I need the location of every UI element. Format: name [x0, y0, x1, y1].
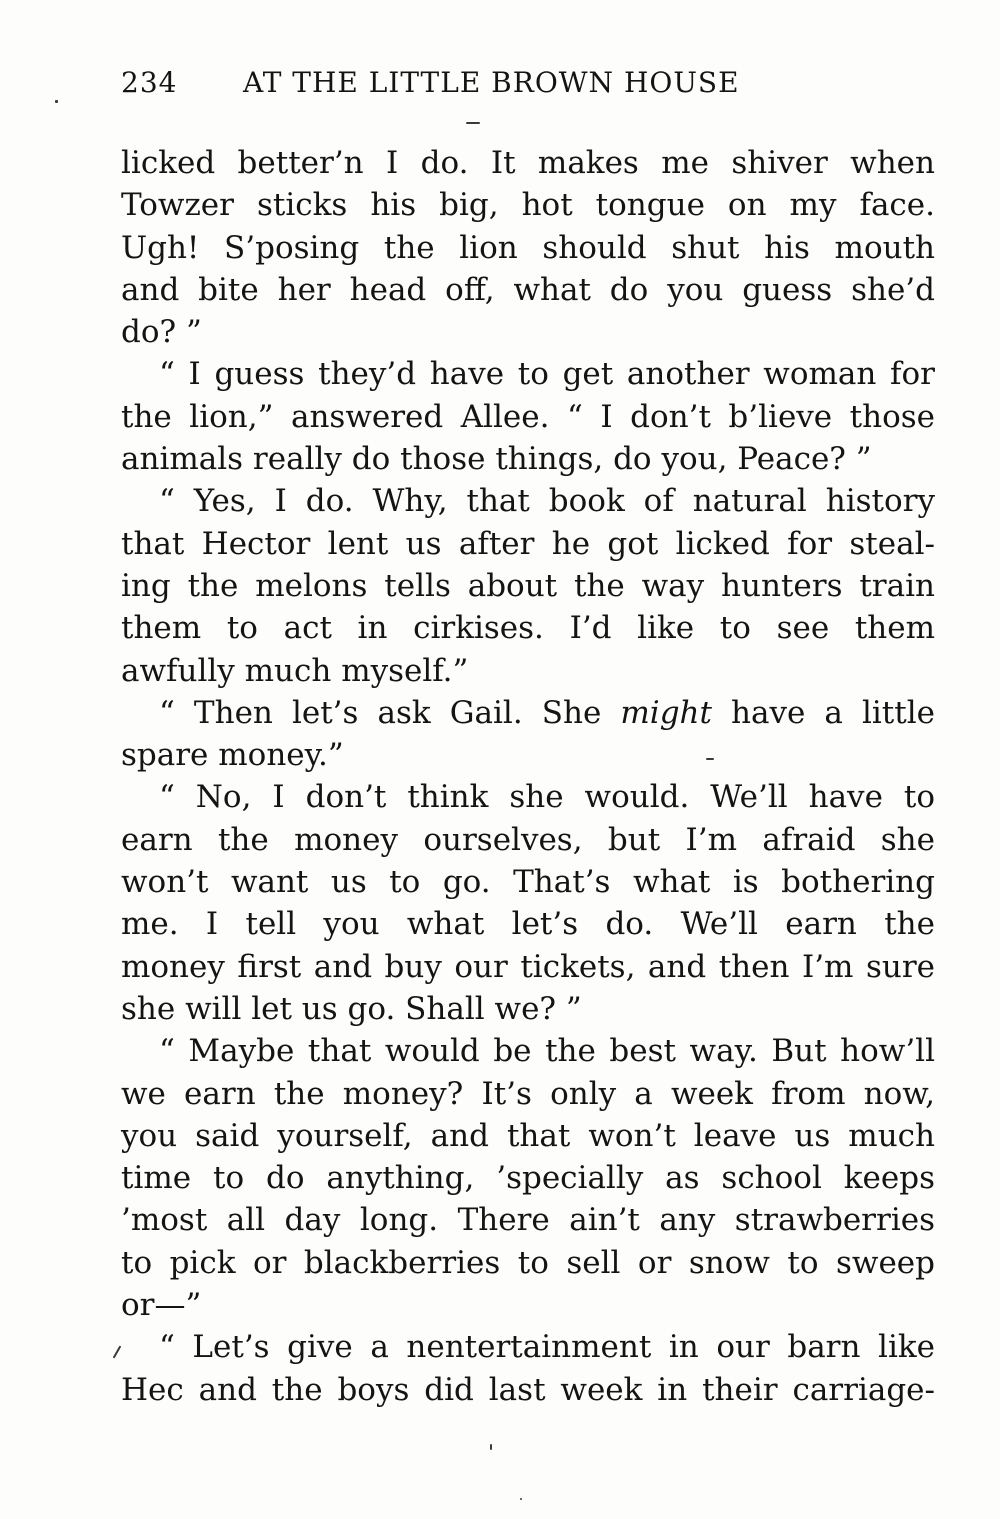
text-line: we earn the money? It’s only a week from now, [121, 1075, 935, 1112]
text-line: do? ” [121, 314, 202, 351]
text-line: money first and buy our tickets, and then I’m sure [121, 948, 935, 985]
page-header [121, 66, 821, 106]
text-line: awfully much myself.” [121, 652, 469, 689]
text-line: licked better’n I do. It makes me shiver when [121, 145, 935, 181]
text-run: “ Then let’s ask Gail. She [159, 694, 602, 731]
text-line: them to act in cirkises. I’d like to see them [121, 610, 935, 647]
text-line: spare money.” [121, 737, 344, 774]
ink-speck [55, 100, 58, 103]
ink-speck [706, 758, 714, 760]
text-line: ing the melons tells about the way hunters train [121, 567, 935, 604]
text-line: time to do anything, ’specially as school keeps [121, 1160, 935, 1197]
text-line: the lion,” answered Allee. “ I don’t b’lieve those [121, 398, 935, 435]
text-run: have a little [731, 694, 935, 731]
ink-speck [490, 1444, 492, 1450]
text-line: earn the money ourselves, but I’m afraid she [121, 821, 935, 858]
text-line: “ Let’s give a nentertainment in our barn like [159, 1329, 935, 1366]
text-line: to pick or blackberries to sell or snow to sweep [121, 1244, 935, 1281]
text-line: “ Maybe that would be the best way. But how’ll [159, 1033, 935, 1070]
text-line: and bite her head off, what do you guess she’d [121, 271, 935, 308]
italic-word: might [620, 694, 712, 731]
text-line: “ I guess they’d have to get another woman for [159, 356, 935, 393]
running-title: AT THE LITTLE BROWN HOUSE [243, 66, 740, 99]
text-line: animals really do those things, do you, Peace? ” [121, 441, 872, 478]
text-line: ’most all day long. There ain’t any strawberries [121, 1202, 935, 1239]
text-line: won’t want us to go. That’s what is bothering [121, 864, 935, 901]
text-line: “ No, I don’t think she would. We’ll have to [159, 779, 935, 816]
text-line [121, 692, 935, 734]
text-line: Hec and the boys did last week in their carriage- [121, 1371, 935, 1408]
ink-speck [466, 122, 480, 124]
text-line: Ugh! S’posing the lion should shut his mouth [121, 229, 935, 266]
page-number: 234 [121, 66, 178, 99]
body-text [121, 142, 935, 1411]
text-line: or—” [121, 1287, 202, 1324]
text-line: Towzer sticks his big, hot tongue on my face. [121, 187, 935, 224]
text-line: “ Yes, I do. Why, that book of natural history [159, 483, 935, 520]
text-line: that Hector lent us after he got licked for steal- [121, 525, 935, 562]
text-line: you said yourself, and that won’t leave us much [121, 1117, 935, 1154]
text-line: me. I tell you what let’s do. We’ll earn the [121, 906, 935, 943]
ink-speck [520, 1498, 522, 1500]
text-line: she will let us go. Shall we? ” [121, 990, 582, 1027]
